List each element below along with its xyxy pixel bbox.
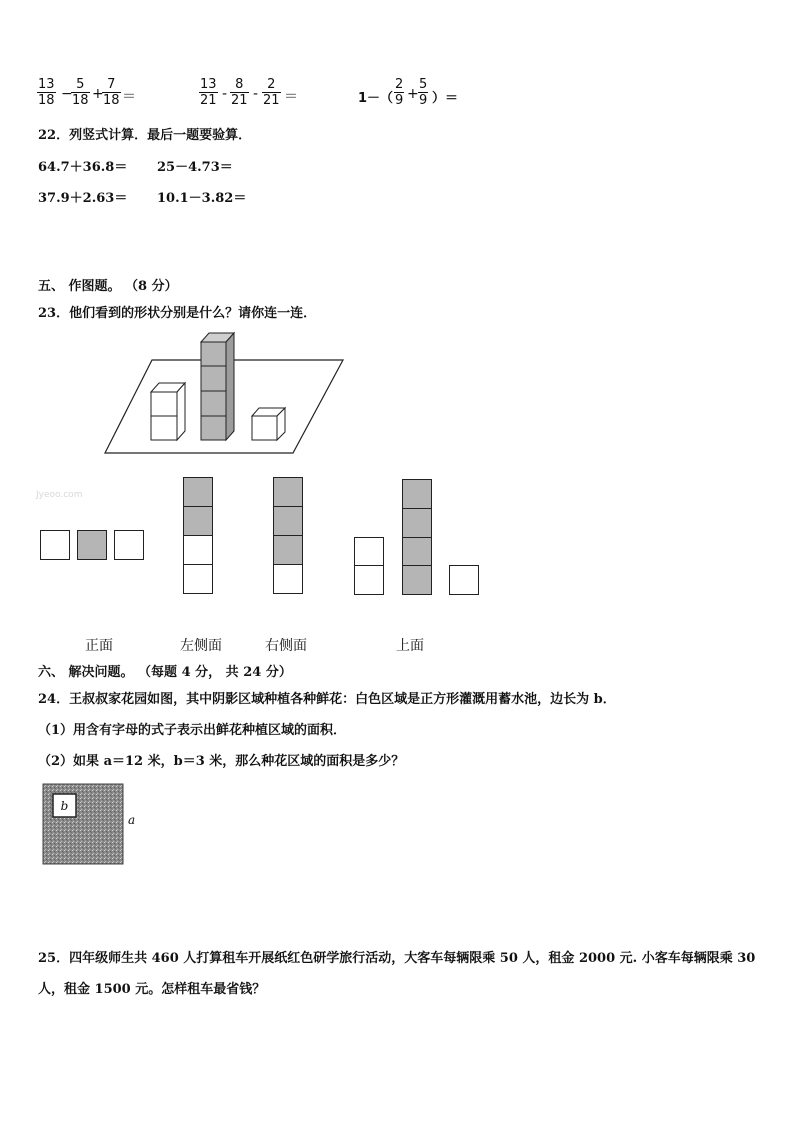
garden-figure — [40, 782, 145, 866]
square-white — [40, 530, 70, 560]
expression-prefix: 1－（ — [358, 91, 394, 106]
q22-item: 37.9＋2.63＝ — [38, 191, 128, 206]
q25-line-2: 人，租金 1500 元。怎样租车最省钱？ — [38, 982, 266, 997]
square-white — [449, 565, 479, 595]
stack-left-two-cubes — [151, 383, 185, 440]
view-label-top: 上面 — [396, 638, 424, 654]
square-grey — [183, 506, 213, 536]
single-cube — [252, 408, 285, 440]
fraction: $\frac{2}{9}$ — [395, 77, 404, 108]
q22-item: 64.7＋36.8＝ — [38, 160, 128, 175]
square-grey — [402, 508, 432, 538]
operator: - — [253, 86, 259, 102]
square-grey — [183, 477, 213, 507]
square-white — [183, 564, 213, 594]
q22-item: 10.1－3.82＝ — [157, 191, 247, 206]
square-grey — [402, 565, 432, 595]
q24-sub-2: （2）如果 a＝12 米，b＝3 米，那么种花区域的面积是多少？ — [38, 754, 405, 769]
square-grey — [402, 537, 432, 566]
stack-tall-four-cubes — [201, 333, 234, 440]
section-6-heading: 六、 解决问题。 （每题 4 分， 共 24 分） — [38, 665, 292, 680]
fraction: $\frac{13}{21}$ — [200, 77, 217, 108]
fraction: $\frac{2}{21}$ — [263, 77, 280, 108]
q22-title: 22．列竖式计算．最后一题要验算． — [38, 128, 252, 143]
operator: + — [92, 86, 104, 102]
square-grey — [402, 479, 432, 509]
square-white — [273, 564, 303, 594]
label-b: b — [60, 799, 69, 813]
square-grey — [273, 477, 303, 507]
label-a: a — [128, 813, 136, 827]
operator: - — [222, 86, 228, 102]
equals-sign: ＝ — [284, 89, 298, 105]
expression-suffix: ）＝ — [432, 91, 459, 106]
q22-item: 25－4.73＝ — [157, 160, 233, 175]
fraction: $\frac{5}{18}$ — [72, 77, 89, 108]
square-grey — [273, 535, 303, 565]
square-white — [354, 565, 384, 595]
q23-title: 23．他们看到的形状分别是什么？请你连一连． — [38, 306, 317, 321]
q25-line-1: 25．四年级师生共 460 人打算租车开展纸红色研学旅行活动，大客车每辆限乘 50 人，租金 2000 元. 小客车每辆限乘 30 — [38, 951, 756, 966]
view-label-front: 正面 — [85, 638, 113, 654]
view-label-right: 右侧面 — [265, 638, 307, 654]
section-5-heading: 五、 作图题。 （8 分） — [38, 279, 178, 294]
q24-sub-1: （1）用含有字母的式子表示出鲜花种植区域的面积． — [38, 723, 347, 738]
equals-sign: ＝ — [122, 89, 136, 105]
operator: − — [61, 86, 73, 102]
q24-title: 24．王叔叔家花园如图，其中阴影区域种植各种鲜花：白色区域是正方形灌溉用蓄水池，边长为 b． — [38, 692, 616, 707]
fraction: $\frac{7}{18}$ — [103, 77, 120, 108]
square-white — [183, 535, 213, 565]
fraction: $\frac{13}{18}$ — [38, 77, 55, 108]
fraction: $\frac{8}{21}$ — [231, 77, 248, 108]
square-grey — [273, 506, 303, 536]
watermark: Jyeoo.com — [36, 490, 83, 500]
square-white — [114, 530, 144, 560]
view-label-left: 左侧面 — [180, 638, 222, 654]
square-grey — [77, 530, 107, 560]
operator: + — [407, 86, 419, 102]
block-arrangement-figure — [100, 330, 350, 458]
square-white — [354, 537, 384, 566]
fraction: $\frac{5}{9}$ — [419, 77, 428, 108]
